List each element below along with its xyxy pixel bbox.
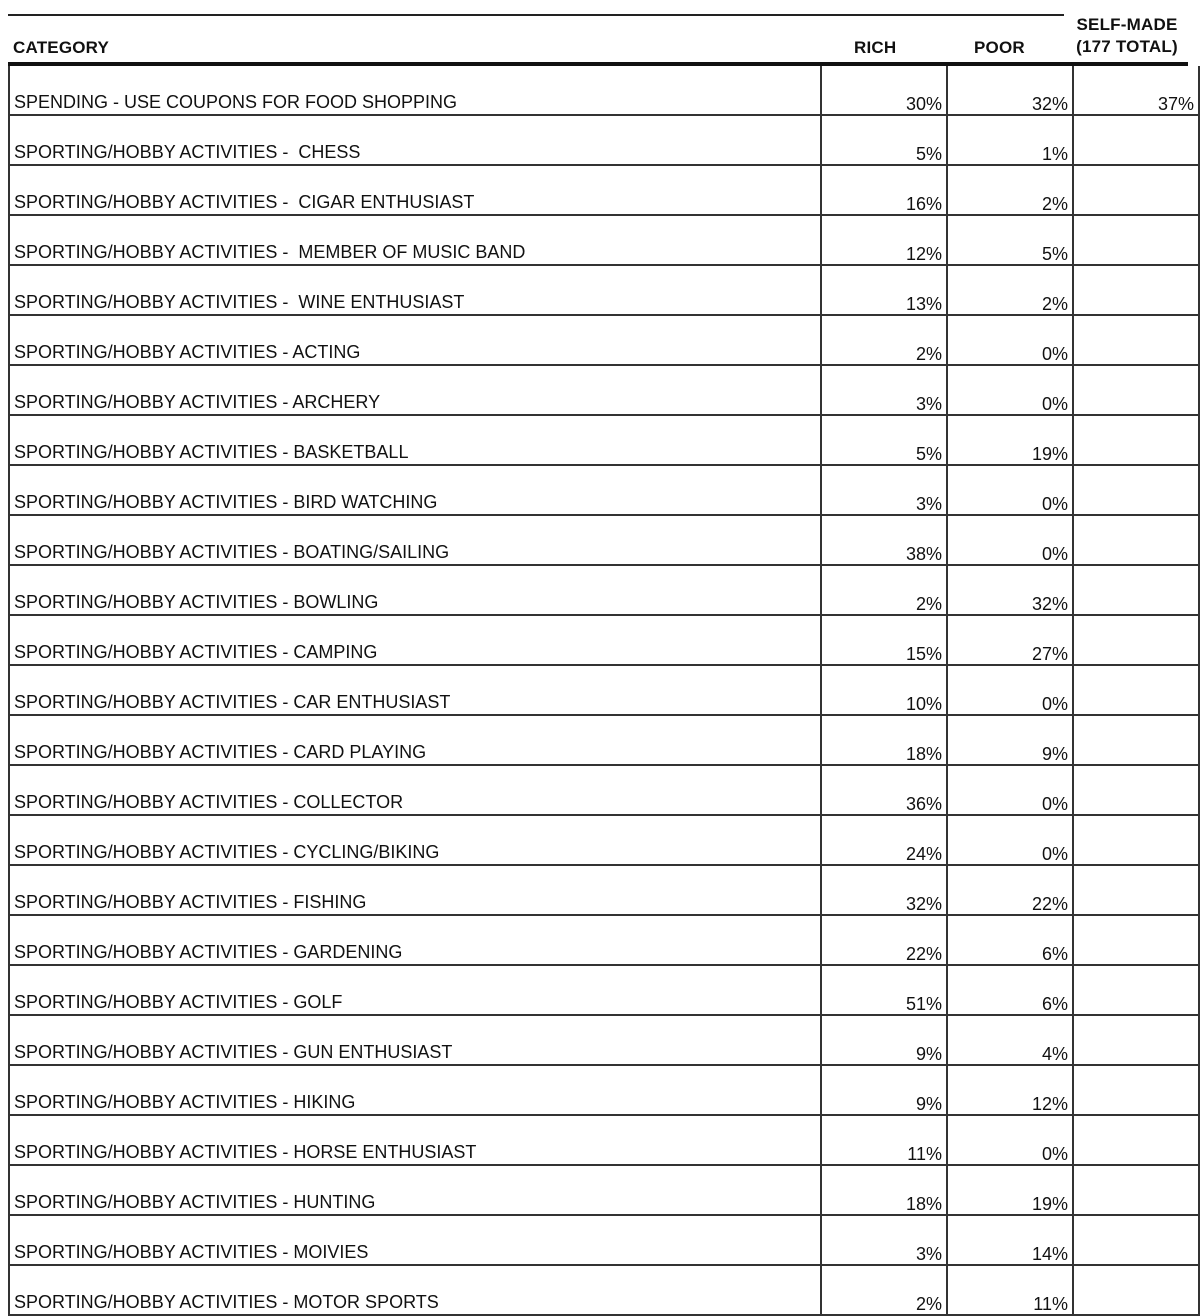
poor-cell: 19% [947,1165,1073,1215]
table-row [9,415,1199,465]
rich-cell: 16% [821,165,947,215]
rich-cell: 3% [821,465,947,515]
category-cell: SPORTING/HOBBY ACTIVITIES - MOIVIES [9,1215,821,1265]
category-cell: SPORTING/HOBBY ACTIVITIES - FISHING [9,865,821,915]
self-made-cell [1073,515,1199,565]
table-body [9,66,1199,1315]
table-row [9,315,1199,365]
data-sheet [8,12,1194,1316]
header-rich: RICH [854,38,897,57]
poor-cell: 0% [947,315,1073,365]
self-made-cell [1073,465,1199,515]
self-made-cell [1073,665,1199,715]
rich-cell: 13% [821,265,947,315]
category-cell: SPORTING/HOBBY ACTIVITIES - BASKETBALL [9,415,821,465]
rich-cell: 2% [821,1265,947,1315]
table-row [9,1115,1199,1165]
rich-cell: 18% [821,715,947,765]
table-row [9,865,1199,915]
table-row [9,1065,1199,1115]
category-cell: SPORTING/HOBBY ACTIVITIES - BOATING/SAILING [9,515,821,565]
rich-cell: 10% [821,665,947,715]
poor-cell: 27% [947,615,1073,665]
poor-cell: 6% [947,965,1073,1015]
poor-cell: 14% [947,1215,1073,1265]
self-made-cell [1073,1265,1199,1315]
table-row [9,715,1199,765]
self-made-cell [1073,765,1199,815]
poor-cell: 6% [947,915,1073,965]
header-category: CATEGORY [13,38,110,57]
rich-cell: 3% [821,365,947,415]
table-row [9,665,1199,715]
category-cell: SPORTING/HOBBY ACTIVITIES - BOWLING [9,565,821,615]
self-made-cell [1073,915,1199,965]
table-row [9,215,1199,265]
category-cell: SPORTING/HOBBY ACTIVITIES - CAMPING [9,615,821,665]
category-cell: SPORTING/HOBBY ACTIVITIES - GOLF [9,965,821,1015]
category-cell: SPORTING/HOBBY ACTIVITIES - CIGAR ENTHUSIAST [9,165,821,215]
category-cell: SPORTING/HOBBY ACTIVITIES - CARD PLAYING [9,715,821,765]
rich-cell: 24% [821,815,947,865]
category-cell: SPENDING - USE COUPONS FOR FOOD SHOPPING [9,66,821,115]
rich-cell: 36% [821,765,947,815]
poor-cell: 2% [947,265,1073,315]
poor-cell: 32% [947,66,1073,115]
table-row [9,1015,1199,1065]
header-self-made-line1: SELF-MADE [1076,15,1178,34]
table-row [9,1265,1199,1315]
self-made-cell: 37% [1073,66,1199,115]
table-row [9,1165,1199,1215]
self-made-cell [1073,815,1199,865]
category-cell: SPORTING/HOBBY ACTIVITIES - ACTING [9,315,821,365]
rich-cell: 30% [821,66,947,115]
category-cell: SPORTING/HOBBY ACTIVITIES - MEMBER OF MUSIC BAND [9,215,821,265]
self-made-cell [1073,865,1199,915]
rich-cell: 38% [821,515,947,565]
table-row [9,165,1199,215]
rich-cell: 2% [821,565,947,615]
rich-cell: 18% [821,1165,947,1215]
table-row [9,465,1199,515]
header-self-made [1066,14,1188,58]
self-made-cell [1073,1015,1199,1065]
category-cell: SPORTING/HOBBY ACTIVITIES - CAR ENTHUSIAST [9,665,821,715]
poor-cell: 5% [947,215,1073,265]
category-cell: SPORTING/HOBBY ACTIVITIES - BIRD WATCHING [9,465,821,515]
rich-cell: 9% [821,1015,947,1065]
rich-cell: 3% [821,1215,947,1265]
poor-cell: 1% [947,115,1073,165]
category-cell: SPORTING/HOBBY ACTIVITIES - MOTOR SPORTS [9,1265,821,1315]
poor-cell: 22% [947,865,1073,915]
rich-cell: 32% [821,865,947,915]
self-made-cell [1073,265,1199,315]
poor-cell: 11% [947,1265,1073,1315]
self-made-cell [1073,565,1199,615]
self-made-cell [1073,315,1199,365]
poor-cell: 0% [947,665,1073,715]
table-header [8,12,1188,66]
self-made-cell [1073,165,1199,215]
category-cell: SPORTING/HOBBY ACTIVITIES - COLLECTOR [9,765,821,815]
self-made-cell [1073,1165,1199,1215]
poor-cell: 19% [947,415,1073,465]
category-cell: SPORTING/HOBBY ACTIVITIES - HUNTING [9,1165,821,1215]
rich-cell: 9% [821,1065,947,1115]
table-row [9,265,1199,315]
self-made-cell [1073,1115,1199,1165]
poor-cell: 12% [947,1065,1073,1115]
table-row [9,615,1199,665]
table-row [9,365,1199,415]
poor-cell: 0% [947,465,1073,515]
poor-cell: 0% [947,365,1073,415]
poor-cell: 0% [947,515,1073,565]
self-made-cell [1073,115,1199,165]
header-poor: POOR [974,38,1025,57]
self-made-cell [1073,365,1199,415]
table-row [9,815,1199,865]
poor-cell: 4% [947,1015,1073,1065]
poor-cell: 0% [947,1115,1073,1165]
category-cell: SPORTING/HOBBY ACTIVITIES - GARDENING [9,915,821,965]
category-cell: SPORTING/HOBBY ACTIVITIES - HORSE ENTHUSIAST [9,1115,821,1165]
rich-cell: 2% [821,315,947,365]
category-cell: SPORTING/HOBBY ACTIVITIES - HIKING [9,1065,821,1115]
table-row [9,915,1199,965]
table-row [9,1215,1199,1265]
rich-cell: 15% [821,615,947,665]
self-made-cell [1073,615,1199,665]
table-row [9,515,1199,565]
category-cell: SPORTING/HOBBY ACTIVITIES - ARCHERY [9,365,821,415]
poor-cell: 32% [947,565,1073,615]
category-cell: SPORTING/HOBBY ACTIVITIES - GUN ENTHUSIAST [9,1015,821,1065]
table-row [9,115,1199,165]
category-cell: SPORTING/HOBBY ACTIVITIES - CYCLING/BIKING [9,815,821,865]
self-made-cell [1073,215,1199,265]
poor-cell: 2% [947,165,1073,215]
poor-cell: 0% [947,765,1073,815]
self-made-cell [1073,1215,1199,1265]
category-cell: SPORTING/HOBBY ACTIVITIES - WINE ENTHUSIAST [9,265,821,315]
self-made-cell [1073,965,1199,1015]
rich-cell: 12% [821,215,947,265]
table-row [9,965,1199,1015]
table-row [9,66,1199,115]
rich-cell: 22% [821,915,947,965]
self-made-cell [1073,715,1199,765]
header-self-made-line2: (177 TOTAL) [1076,37,1178,56]
rich-cell: 5% [821,415,947,465]
self-made-cell [1073,1065,1199,1115]
category-cell: SPORTING/HOBBY ACTIVITIES - CHESS [9,115,821,165]
rich-cell: 51% [821,965,947,1015]
table-row [9,765,1199,815]
rich-cell: 5% [821,115,947,165]
table-row [9,565,1199,615]
poor-cell: 0% [947,815,1073,865]
poor-cell: 9% [947,715,1073,765]
data-table [8,66,1200,1316]
rich-cell: 11% [821,1115,947,1165]
self-made-cell [1073,415,1199,465]
